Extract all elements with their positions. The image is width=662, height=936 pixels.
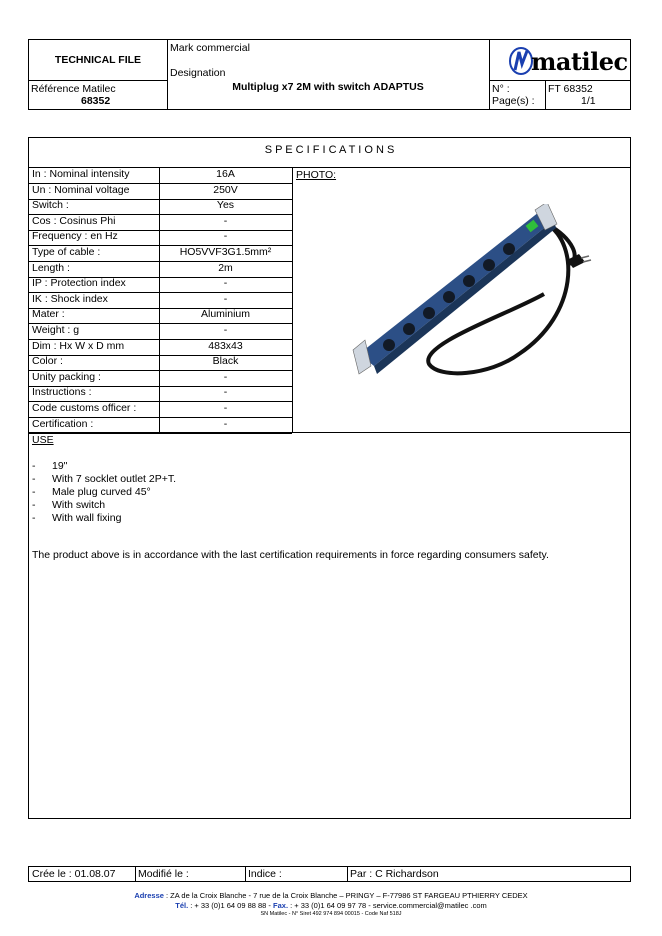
matilec-logo	[507, 46, 628, 76]
spec-label: Instructions :	[32, 386, 92, 399]
index-field: Indice :	[248, 868, 282, 880]
bullet-dash: -	[32, 486, 36, 498]
use-item	[32, 460, 432, 473]
designation-value: Multiplug x7 2M with switch ADAPTUS	[232, 81, 424, 93]
spec-label: Code customs officer :	[32, 402, 137, 414]
spec-row	[29, 417, 292, 434]
header-box	[28, 39, 631, 110]
spec-label: IP : Protection index	[32, 277, 126, 290]
use-item-text: With switch	[52, 499, 106, 511]
fax-label: Fax.	[273, 901, 289, 910]
spec-row	[29, 167, 292, 184]
spec-value: Aluminium	[200, 308, 250, 321]
mark-commercial-label: Mark commercial	[170, 42, 250, 54]
use-item-text: With 7 socklet outlet 2P+T.	[52, 473, 177, 485]
spec-value: -	[223, 214, 228, 227]
use-item-text: Male plug curved 45°	[52, 486, 151, 498]
spec-row	[29, 370, 292, 387]
number-label: N° :	[492, 83, 510, 95]
company-legal: SN Matilec - N° Siret 492 974 894 00015 - Code Naf 518J	[260, 911, 402, 917]
divider	[167, 40, 168, 109]
spec-label: Dim : Hx W x D mm	[32, 339, 125, 352]
bullet-dash: -	[32, 512, 36, 524]
designation-label: Designation	[170, 67, 226, 79]
reference-label: Référence Matilec	[31, 83, 116, 95]
spec-label: Frequency : en Hz	[32, 230, 118, 243]
spec-value: HO5VVF3G1.5mm²	[179, 246, 272, 258]
pages-label: Page(s) :	[492, 95, 535, 107]
spec-label: Switch :	[32, 199, 69, 212]
spec-value: 16A	[216, 168, 235, 180]
spec-row	[29, 307, 292, 324]
divider	[135, 867, 136, 881]
number-value: FT 68352	[548, 83, 593, 95]
compliance-text: The product above is in accordance with the last certification requirements in force regarding consumers safety.	[32, 549, 549, 561]
spec-value: -	[223, 277, 228, 290]
address-label: Adresse	[134, 891, 164, 900]
bullet-dash: -	[32, 473, 36, 485]
spec-row	[29, 276, 292, 293]
specifications-title: S P E C I F I C A T I O N S	[264, 144, 395, 156]
spec-value: Yes	[216, 199, 235, 212]
spec-value: -	[223, 386, 228, 399]
spec-row	[29, 401, 292, 418]
spec-label: Weight : g	[32, 324, 80, 336]
spec-value: -	[223, 292, 228, 305]
photo-label: PHOTO:	[296, 169, 337, 181]
spec-value: 483x43	[208, 339, 243, 352]
spec-label: In : Nominal intensity	[32, 168, 130, 180]
revision-box	[28, 866, 631, 882]
divider	[245, 867, 246, 881]
spec-value: 2m	[218, 261, 233, 274]
divider	[489, 80, 630, 81]
pages-value: 1/1	[581, 95, 596, 107]
spec-row	[29, 183, 292, 200]
spec-row	[29, 292, 292, 309]
divider	[29, 80, 167, 81]
address-text: : ZA de la Croix Blanche - 7 rue de la Croix Blanche – PRINGY – F-77986 ST FARGEAU PTHIERRY CEDEX	[163, 891, 528, 900]
bullet-dash: -	[32, 460, 36, 472]
spec-row	[29, 339, 292, 356]
spec-value: -	[223, 230, 228, 243]
use-item	[32, 512, 432, 525]
divider	[545, 80, 546, 109]
spec-row	[29, 229, 292, 246]
spec-label: Mater :	[32, 308, 65, 321]
use-item-text: With wall fixing	[52, 512, 122, 524]
technical-file-title: TECHNICAL FILE	[54, 54, 142, 66]
spec-label: IK : Shock index	[32, 292, 108, 305]
use-title: USE	[32, 434, 54, 446]
spec-value: Black	[212, 355, 239, 368]
spec-row	[29, 385, 292, 402]
use-item-text: 19"	[52, 460, 68, 472]
divider	[347, 867, 348, 881]
company-contact	[0, 901, 662, 910]
use-item	[32, 499, 432, 512]
spec-label: Un : Nominal voltage	[32, 183, 130, 196]
tel-text: : + 33 (0)1 64 09 88 88 -	[188, 901, 274, 910]
spec-row	[29, 261, 292, 278]
logo-text: matilec	[531, 47, 628, 76]
bullet-dash: -	[32, 499, 36, 511]
spec-row	[29, 323, 292, 340]
fax-text: : + 33 (0)1 64 09 97 78 - service.commercial@matilec .com	[288, 901, 487, 910]
spec-label: Unity packing :	[32, 370, 101, 383]
specifications-box	[28, 137, 631, 819]
reference-value: 68352	[81, 95, 111, 107]
tel-label: Tél.	[175, 901, 189, 910]
company-address	[0, 891, 662, 900]
divider	[489, 40, 490, 109]
created-date: Crée le : 01.08.07	[32, 868, 116, 880]
spec-label: Certification :	[32, 417, 94, 430]
modified-date: Modifié le :	[138, 868, 189, 880]
author-field: Par : C Richardson	[350, 868, 439, 880]
use-item	[32, 486, 432, 499]
power-strip-photo	[349, 204, 599, 389]
divider	[292, 167, 293, 432]
spec-value: -	[223, 324, 228, 336]
spec-value: -	[223, 417, 228, 430]
spec-label: Color :	[32, 355, 63, 368]
spec-row	[29, 214, 292, 231]
spec-label: Cos : Cosinus Phi	[32, 214, 116, 227]
spec-value: -	[223, 370, 228, 383]
spec-row	[29, 245, 292, 262]
spec-row	[29, 198, 292, 215]
spec-label: Length :	[32, 261, 70, 274]
use-item	[32, 473, 432, 486]
spec-value: -	[223, 402, 228, 414]
spec-label: Type of cable :	[32, 246, 101, 258]
spec-value: 250V	[213, 183, 238, 196]
use-list	[32, 460, 432, 525]
spec-row	[29, 354, 292, 371]
spec-table	[29, 167, 292, 432]
